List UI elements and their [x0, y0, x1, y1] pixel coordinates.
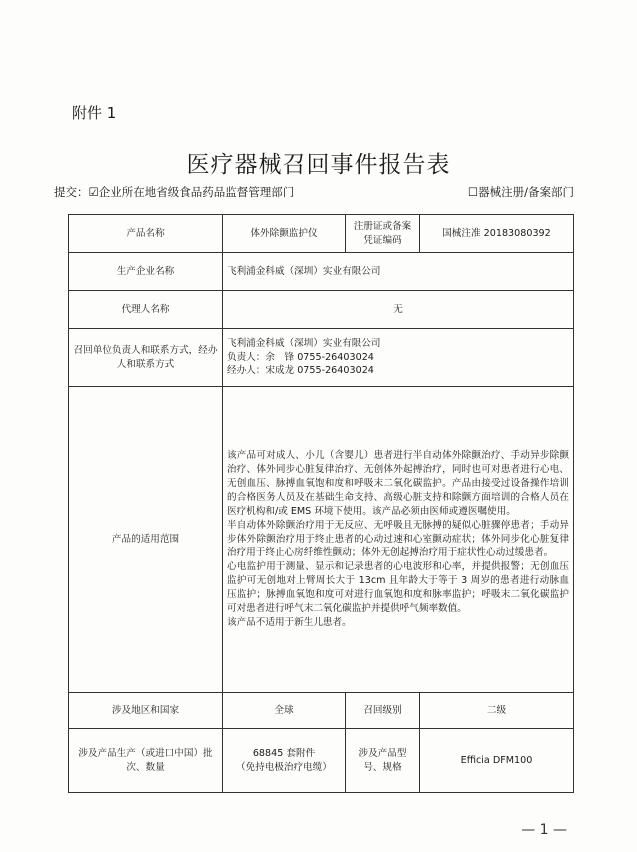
batch-label: 涉及产品生产（或进口中国）批次、数量	[69, 729, 223, 793]
manufacturer-label: 生产企业名称	[69, 253, 223, 291]
agent-value: 无	[223, 291, 574, 329]
submit-provincial-checkbox[interactable]: 提交：☑企业所在地省级食品药品监督管理部门	[54, 185, 295, 199]
table-row	[69, 387, 574, 693]
contact-label: 召回单位负责人和联系方式，经办人和联系方式	[69, 329, 223, 387]
batch-value	[223, 729, 346, 793]
table-row	[69, 253, 574, 291]
scope-label: 产品的适用范围	[69, 387, 223, 693]
table-row	[69, 693, 574, 729]
contact-responsible: 负责人：余 锋 0755-26403024	[227, 351, 374, 363]
scope-value	[223, 387, 574, 693]
registration-code-value: 国械注准 20183080392	[420, 215, 574, 253]
contact-handler: 经办人：宋成龙 0755-26403024	[227, 365, 374, 377]
model-value: Efficia DFM100	[420, 729, 574, 793]
recall-report-table	[68, 214, 574, 793]
page-title: 医疗器械召回事件报告表	[186, 152, 451, 178]
agent-label: 代理人名称	[69, 291, 223, 329]
scope-paragraph: 该产品不适用于新生儿患者。	[227, 616, 352, 628]
batch-description: （免持电极治疗电缆）	[236, 761, 332, 773]
submit-registration-checkbox[interactable]: ☐器械注册/备案部门	[467, 185, 574, 199]
region-value: 全球	[223, 693, 346, 729]
contact-value	[223, 329, 574, 387]
scope-paragraph: 心电监护用于测量、显示和记录患者的心电波形和心率，并提供报警；无创血压监护可无创地对上臂周长大于 13cm 且年龄大于等于 3 周岁的患者进行动脉血压监护；脉搏血氧饱和度可对进行血氧饱和度和脉率监护；呼吸末二氧化碳监护可对患者进行呼气末二氧化碳监护并提供呼气频率数值。	[227, 561, 569, 615]
table-row	[69, 291, 574, 329]
table-row	[69, 729, 574, 793]
scope-paragraph: 半自动体外除颤治疗用于无反应、无呼吸且无脉搏的疑似心脏骤停患者；手动异步体外除颤治疗用于终止患者的心动过速和心室颤动症状；体外同步化心脏复律治疗用于终止心房纤维性颤动；体外无创起搏治疗用于症状性心动过缓患者。	[227, 519, 569, 559]
registration-code-label: 注册证或备案凭证编码	[346, 215, 420, 253]
attachment-label: 附件 1	[72, 104, 117, 122]
region-label: 涉及地区和国家	[69, 693, 223, 729]
submit-line	[54, 184, 582, 200]
page-number: — 1 —	[521, 822, 567, 838]
recall-level-value: 二级	[420, 693, 574, 729]
product-name-label: 产品名称	[69, 215, 223, 253]
batch-quantity: 68845 套附件	[252, 747, 316, 759]
table-row	[69, 329, 574, 387]
manufacturer-value: 飞利浦金科威（深圳）实业有限公司	[223, 253, 574, 291]
scope-paragraph: 该产品可对成人、小儿（含婴儿）患者进行半自动体外除颤治疗、手动异步除颤治疗、体外同步心脏复律治疗、无创体外起搏治疗，同时也可对患者进行心电、无创血压、脉搏血氧饱和度和呼吸末二氧化碳监护。产品由接受过设备操作培训的合格医务人员及在基础生命支持、高级心脏支持和除颤方面培训的合格人员在医疗机构和/或 EMS 环境下使用。该产品必须由医师或遵医嘱使用。	[227, 450, 569, 517]
model-label: 涉及产品型号、规格	[346, 729, 420, 793]
table-row	[69, 215, 574, 253]
contact-company: 飞利浦金科威（深圳）实业有限公司	[227, 337, 381, 349]
product-name-value: 体外除颤监护仪	[223, 215, 346, 253]
recall-level-label: 召回级别	[346, 693, 420, 729]
